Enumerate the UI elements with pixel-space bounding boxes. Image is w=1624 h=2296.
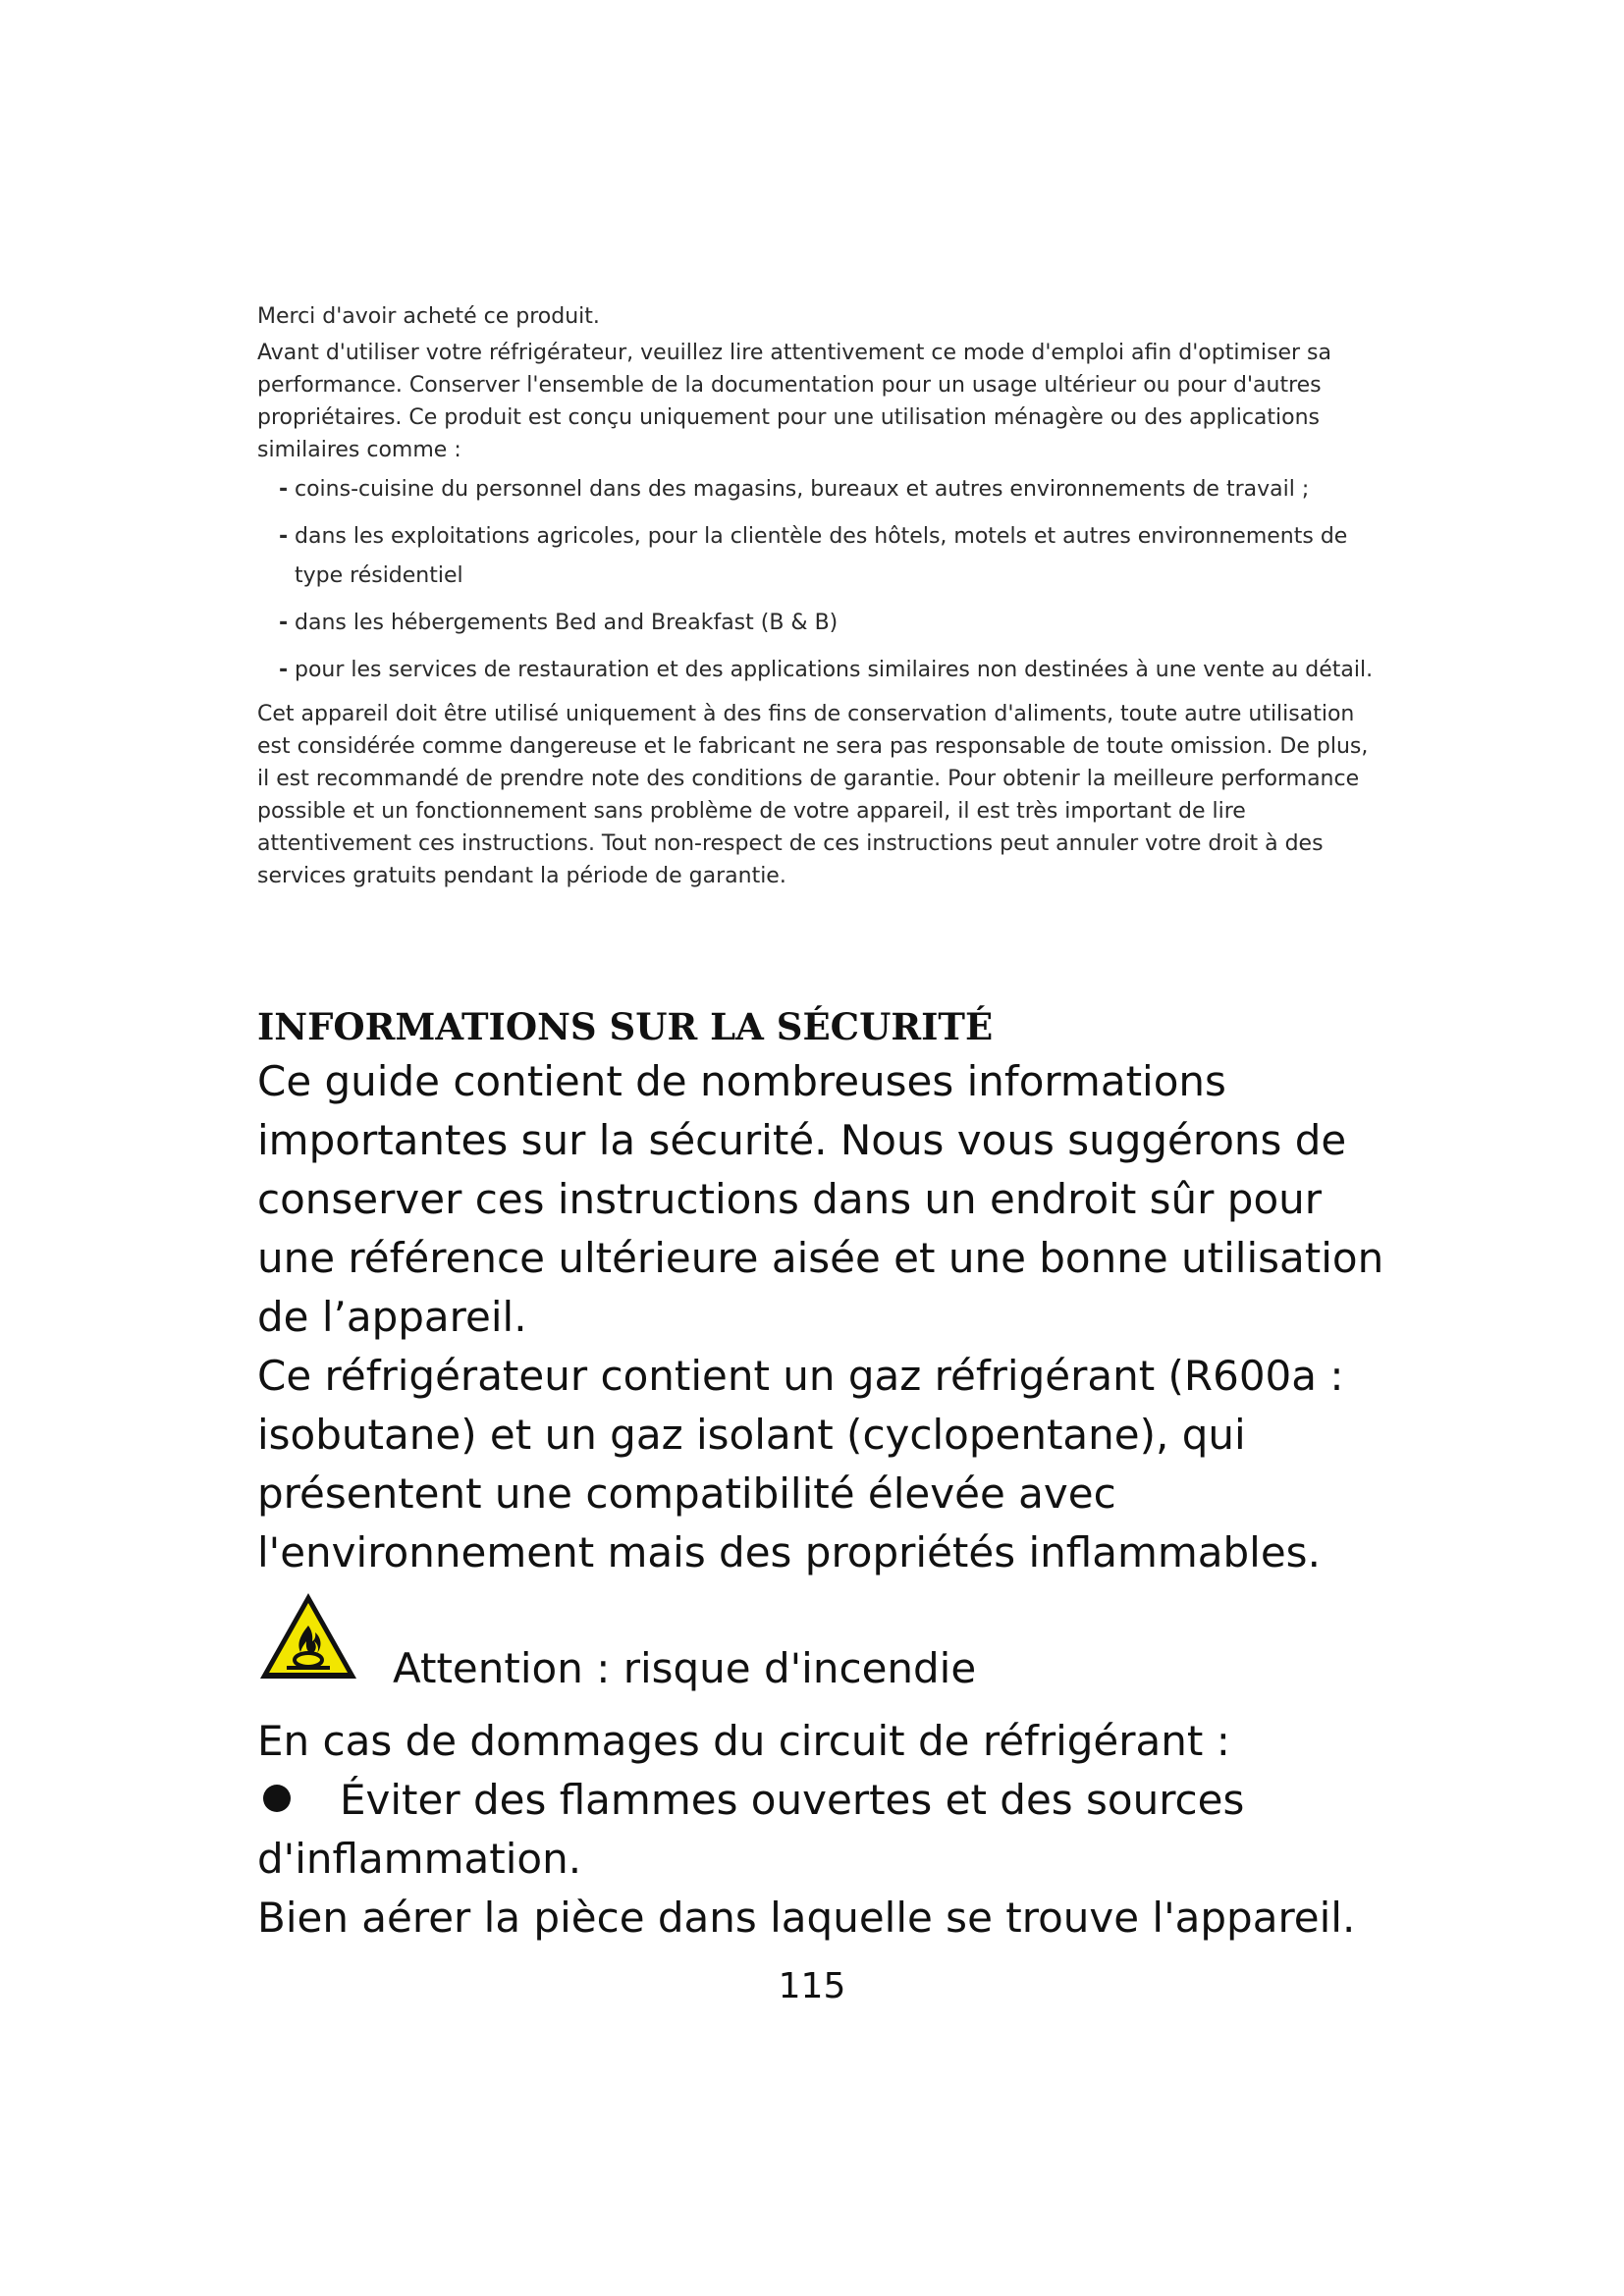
section-title: INFORMATIONS SUR LA SÉCURITÉ	[257, 1005, 994, 1048]
list-item-text: dans les exploitations agricoles, pour la clientèle des hôtels, motels et autres environnements de type résidentiel	[295, 524, 1348, 588]
safety-paragraph: Ce guide contient de nombreuses informations importantes sur la sécurité. Nous vous suggérons de conserver ces instructions dans un endroit sûr pour une référence ultérieure aisée et une bonne utilisation de l’appareil.	[257, 1057, 1384, 1341]
refrigerant-gas-paragraph: Ce réfrigérateur contient un gaz réfrigérant (R600a : isobutane) et un gaz isolant (cyclopentane), qui présentent une compatibilité élevée avec l'environnement mais des propriétés inflammables.	[257, 1352, 1344, 1576]
safety-section	[257, 1052, 1386, 1582]
bullet-icon	[263, 1785, 291, 1812]
bullet-text: Éviter des flammes ouvertes et des sources d'inflammation.	[257, 1776, 1245, 1883]
refrigerant-heading: En cas de dommages du circuit de réfrigérant :	[257, 1717, 1230, 1765]
list-item: - coins-cuisine du personnel dans des magasins, bureaux et autres environnements de travail ;	[279, 477, 1310, 502]
list-item-text: dans les hébergements Bed and Breakfast (B & B)	[295, 611, 839, 635]
refrigerant-damage-section	[257, 1712, 1386, 1948]
usage-list	[257, 470, 1386, 690]
ventilate-text: Bien aérer la pièce dans laquelle se trouve l'appareil.	[257, 1894, 1356, 1942]
list-item-text: coins-cuisine du personnel dans des magasins, bureaux et autres environnements de travail ;	[295, 477, 1310, 502]
list-item: - pour les services de restauration et des applications similaires non destinées à une vente au détail.	[279, 658, 1374, 682]
intro-section	[257, 300, 1386, 892]
intro-paragraph: Avant d'utiliser votre réfrigérateur, veuillez lire attentivement ce mode d'emploi afin d'optimiser sa performance. Conserver l'ensemble de la documentation pour un usage ultérieur ou pour d'autres propriétaires. Ce produit est conçu uniquement pour une utilisation ménagère ou des applications similaires comme :	[257, 341, 1331, 462]
list-item-text: pour les services de restauration et des applications similaires non destinées à une vente au détail.	[295, 658, 1374, 682]
thanks-line: Merci d'avoir acheté ce produit.	[257, 304, 600, 329]
disclaimer-paragraph: Cet appareil doit être utilisé uniquement à des fins de conservation d'aliments, toute autre utilisation est considérée comme dangereuse et le fabricant ne sera pas responsable de toute omission. De plus, il est recommandé de prendre note des conditions de garantie. Pour obtenir la meilleure performance possible et un fonctionnement sans problème de votre appareil, il est très important de lire attentivement ces instructions. Tout non-respect de ces instructions peut annuler votre droit à des services gratuits pendant la période de garantie.	[257, 702, 1369, 888]
list-item: - dans les hébergements Bed and Breakfast (B & B)	[279, 611, 839, 635]
fire-hazard-warning-icon	[257, 1590, 359, 1682]
list-item: - dans les exploitations agricoles, pour la clientèle des hôtels, motels et autres environnements de type résidentiel	[279, 524, 1348, 588]
page-number: 115	[778, 1966, 846, 2006]
fire-warning	[257, 1590, 1386, 1692]
warning-text: Attention : risque d'incendie	[393, 1644, 977, 1692]
list-item	[257, 1771, 1386, 1889]
